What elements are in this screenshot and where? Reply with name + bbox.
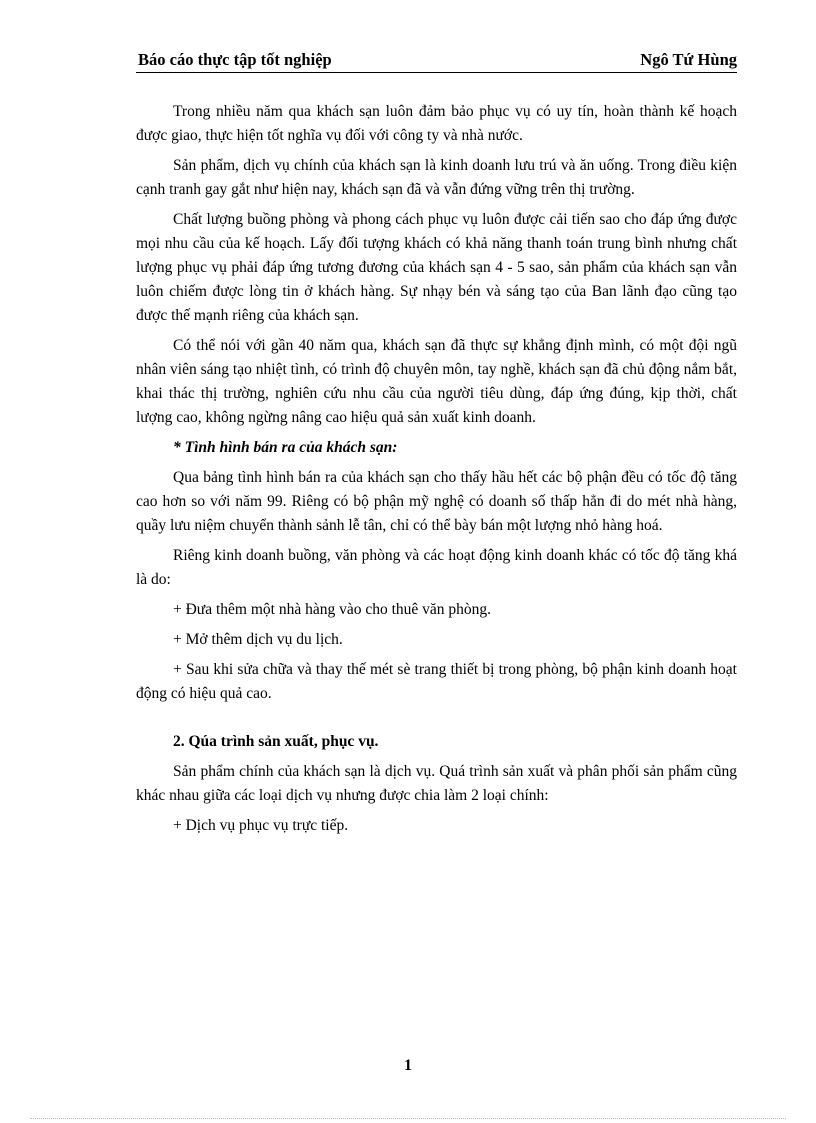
subheading: * Tình hình bán ra của khách sạn: [173, 439, 398, 456]
list-item: + Sau khi sửa chữa và thay thế mét sè trang thiết bị trong phòng, bộ phận kinh doanh hoạt động có hiệu quả cao. [136, 661, 737, 702]
list-item: + Mở thêm dịch vụ du lịch. [173, 631, 343, 648]
document-body [136, 100, 737, 844]
list-item: + Dịch vụ phục vụ trực tiếp. [173, 817, 349, 834]
page-number: 1 [404, 1057, 412, 1074]
header-title: Báo cáo thực tập tốt nghiệp [138, 50, 332, 69]
paragraph: Sản phẩm, dịch vụ chính của khách sạn là kinh doanh lưu trú và ăn uống. Trong điều kiện cạnh tranh gay gắt như hiện nay, khách sạn đã và vẫn đứng vững trên thị trường. [136, 157, 737, 198]
page-header [136, 50, 737, 73]
section-heading: 2. Qúa trình sản xuất, phục vụ. [173, 733, 379, 750]
list-item: + Đưa thêm một nhà hàng vào cho thuê văn phòng. [173, 601, 492, 618]
paragraph: Riêng kinh doanh buồng, văn phòng và các hoạt động kinh doanh khác có tốc độ tăng khá là do: [136, 547, 737, 588]
page-border-divider [30, 1118, 786, 1119]
paragraph: Sản phẩm chính của khách sạn là dịch vụ. Quá trình sản xuất và phân phối sản phẩm cũng khác nhau giữa các loại dịch vụ nhưng được chia làm 2 loại chính: [136, 763, 737, 804]
paragraph: Có thể nói với gần 40 năm qua, khách sạn đã thực sự khẳng định mình, có một đội ngũ nhân viên sáng tạo nhiệt tình, có trình độ chuyên môn, tay nghề, khách sạn đã chủ động nắm bắt, khai thác thị trường, nghiên cứu nhu cầu của người tiêu dùng, đáp ứng đúng, kịp thời, chất lượng cao, không ngừng nâng cao hiệu quả sản xuất kinh doanh. [136, 337, 737, 426]
paragraph: Qua bảng tình hình bán ra của khách sạn cho thấy hầu hết các bộ phận đều có tốc độ tăng cao hơn so với năm 99. Riêng có bộ phận mỹ nghệ có doanh số thấp hẳn đi do mét nhà hàng, quầy lưu niệm chuyển thành sảnh lễ tân, chỉ có thể bày bán một lượng nhỏ hàng hoá. [136, 469, 737, 534]
paragraph: Trong nhiều năm qua khách sạn luôn đảm bảo phục vụ có uy tín, hoàn thành kế hoạch được giao, thực hiện tốt nghĩa vụ đối với công ty và nhà nước. [136, 103, 737, 144]
header-author: Ngô Tứ Hùng [640, 50, 737, 69]
paragraph: Chất lượng buồng phòng và phong cách phục vụ luôn được cải tiến sao cho đáp ứng được mọi nhu cầu của kế hoạch. Lấy đối tượng khách có khả năng thanh toán trung bình nhưng chất lượng phục vụ phải đáp ứng tương đương của khách sạn 4 - 5 sao, sản phẩm của khách sạn vẫn luôn chiếm được lòng tin ở khách hàng. Sự nhạy bén và sáng tạo của Ban lãnh đạo cũng tạo được thế mạnh riêng của khách sạn. [136, 211, 737, 324]
